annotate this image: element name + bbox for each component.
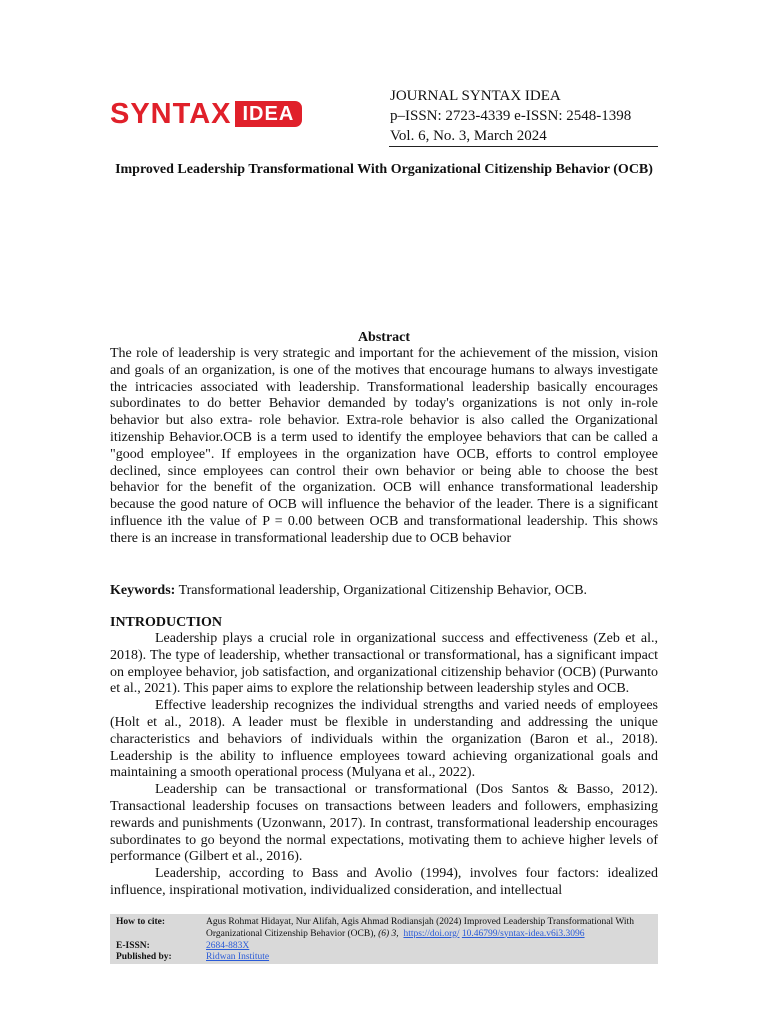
how-to-cite-label: How to cite: (116, 917, 166, 927)
keywords-text: Transformational leadership, Organizational Citizenship Behavior, OCB. (175, 583, 588, 598)
keywords (110, 582, 658, 599)
doi-prefix-link[interactable]: https://doi.org/ (403, 928, 460, 939)
journal-volume: Vol. 6, No. 3, March 2024 (390, 128, 547, 144)
intro-paragraph: Leadership can be transactional or transformational (Dos Santos & Basso, 2012). Transactional leadership focuses on transactions between leaders and followers, emphasizing rewards and punishments (Uzonwann, 2017). In contrast, transformational leadership encourages subordinates to go beyond the normal expectations, motivating them to achieve higher levels of performance (Gilbert et al., 2016). (110, 782, 658, 865)
journal-logo (110, 99, 302, 129)
journal-name: JOURNAL SYNTAX IDEA (390, 88, 561, 104)
intro-paragraph: Leadership, according to Bass and Avolio (1994), involves four factors: idealized influence, inspirational motivation, individualized consideration, and intellectual (110, 866, 658, 898)
keywords-label: Keywords: (110, 583, 176, 598)
publisher-label: Published by: (116, 952, 172, 962)
intro-paragraph: Effective leadership recognizes the individual strengths and varied needs of employees (Holt et al., 2018). A leader must be flexible in understanding and addressing the unique characteristics and behaviors of individuals within the organization (Baron et al., 2018). Leadership is the ability to influence employees toward achieving organizational goals and maintaining a smooth operational process (Mulyana et al., 2022). (110, 698, 658, 781)
abstract-heading: Abstract (357, 330, 411, 345)
publisher-row (116, 952, 658, 964)
eissn-label: E-ISSN: (116, 941, 150, 951)
how-to-cite-row (116, 917, 658, 941)
intro-paragraph: Leadership plays a crucial role in organizational success and effectiveness (Zeb et al., 2018). The type of leadership, whether transactional or transformational, has a significant impact on employee behavior, job satisfaction, and organizational citizenship behavior (OCB) (Purwanto et al., 2021). This paper aims to explore the relationship between leadership styles and OCB. (110, 631, 658, 697)
paper-title: Improved Leadership Transformational With Organizational Citizenship Behavior (OCB) (115, 162, 653, 177)
how-to-cite-issue: (6) 3, (378, 928, 399, 939)
doi-link[interactable]: 10.46799/syntax-idea.v6i3.3096 (461, 928, 585, 939)
how-to-cite-text: Agus Rohmat Hidayat, Nur Alifah, Agis Ahmad Rodiansjah (2024) Improved Leadership Transformational With Organizational Citizenship Behavior (OCB), (6) 3, https://doi.org/ 10.46799/syntax-idea.v6i3.3096 (206, 917, 634, 939)
publisher-link[interactable]: Ridwan Institute (206, 952, 270, 962)
eissn-link[interactable]: 2684-883X (206, 941, 250, 951)
header-divider (389, 146, 658, 147)
introduction-body (110, 631, 658, 900)
citation-box (110, 914, 658, 964)
journal-info (390, 86, 658, 146)
journal-issn: p–ISSN: 2723-4339 e-ISSN: 2548-1398 (390, 108, 632, 124)
logo-idea-badge: IDEA (235, 101, 302, 127)
logo-syntax-text: SYNTAX (110, 98, 232, 130)
abstract-text: The role of leadership is very strategic and important for the achievement of the mission, vision and goals of an organization, is one of the motives that encourage humans to always investigate the intricacies associated with leadership. Transformational leadership basically encourages subordinates to do better Behavior demanded by today's organizations is not only in-role behavior but also extra- role behavior. Extra-role behavior is also called the Organizational itizenship Behavior.OCB is a term used to identify the employee behaviors that can be called a "good employee". If employees in the organization have OCB, efforts to control employee declined, since employees can control their own behavior or being able to choose the best behavior for the benefit of the organization. OCB will enhance transformational leadership because the good nature of OCB will influence the behavior of the leader. There is a significant influence ith the value of P = 0.00 between OCB and transformational leadership. This shows there is an increase in transformational leadership due to OCB behavior (110, 346, 658, 546)
introduction-heading: INTRODUCTION (110, 615, 223, 630)
